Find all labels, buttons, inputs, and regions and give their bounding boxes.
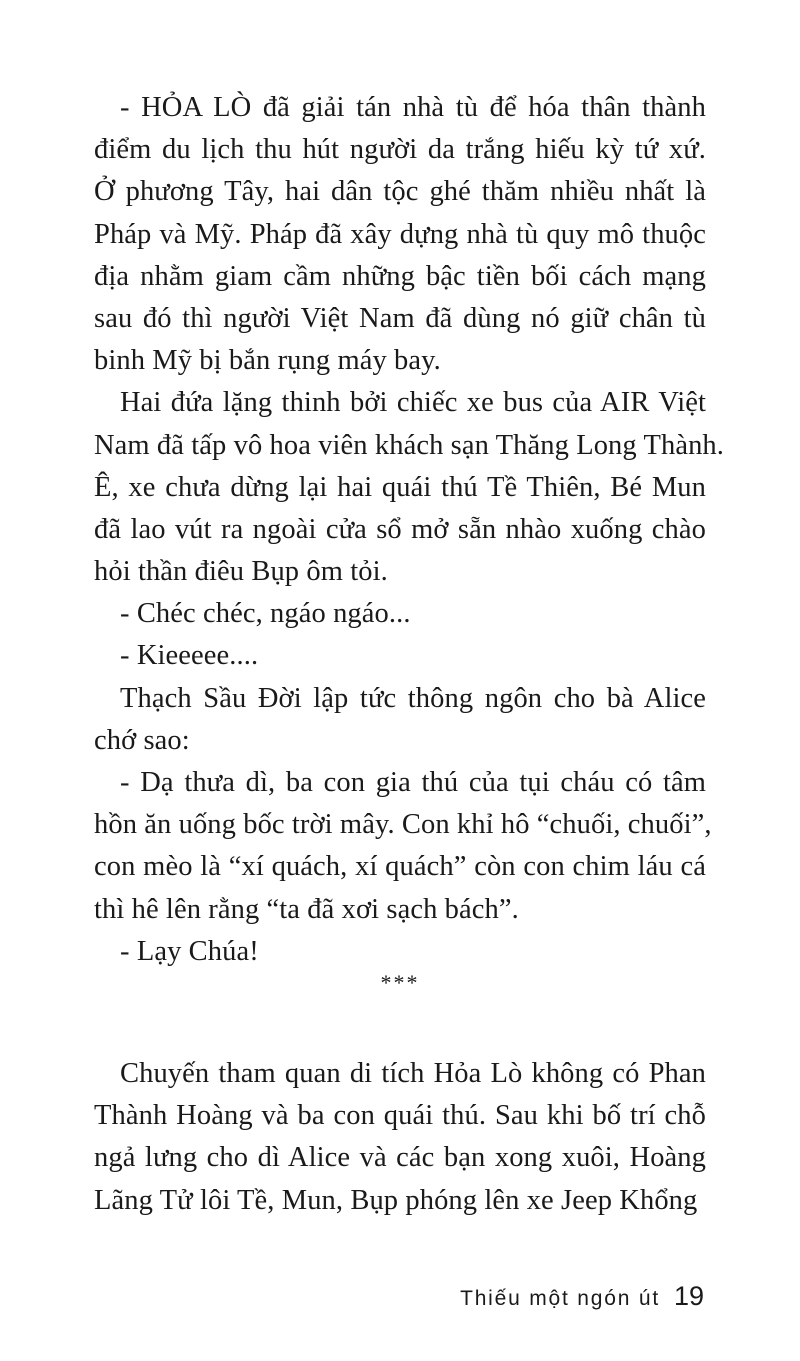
text-line: sau đó thì người Việt Nam đã dùng nó giữ chân tù [94,302,706,334]
paragraph [94,678,706,762]
paragraph [94,87,706,382]
text-line: binh Mỹ bị bắn rụng máy bay. [94,345,441,377]
body-text-bottom [94,1053,706,1222]
text-line: - HỎA LÒ đã giải tán nhà tù để hóa thân thành [120,92,706,123]
text-line: Thạch Sầu Đời lập tức thông ngôn cho bà Alice [120,682,706,714]
body-text-top [94,87,724,973]
paragraph [94,762,712,931]
text-line: Ê, xe chưa dừng lại hai quái thú Tề Thiên, Bé Mun [94,471,706,503]
page-number: 19 [673,1281,704,1311]
text-line: thì hê lên rằng “ta đã xơi sạch bách”. [94,893,519,925]
text-line: hồn ăn uống bốc trời mây. Con khỉ hô “chuối, chuối”, [94,809,712,841]
text-line: điểm du lịch thu hút người da trắng hiếu kỳ tứ xứ. [94,134,706,166]
text-line: Ở phương Tây, hai dân tộc ghé thăm nhiều nhất là [94,176,706,208]
text-line: ngả lưng cho dì Alice và các bạn xong xuôi, Hoàng [94,1142,706,1174]
text-line: Chuyến tham quan di tích Hỏa Lò không có Phan [120,1058,706,1089]
text-line: - Chéc chéc, ngáo ngáo... [120,598,411,630]
text-line: Nam đã tấp vô hoa viên khách sạn Thăng Long Thành. [94,429,724,461]
paragraph [94,635,706,677]
text-line: Pháp và Mỹ. Pháp đã xây dựng nhà tù quy mô thuộc [94,218,706,250]
text-line: Thành Hoàng và ba con quái thú. Sau khi bố trí chỗ [94,1100,706,1132]
text-line: chớ sao: [94,724,190,756]
text-line: Lãng Tử lôi Tề, Mun, Bụp phóng lên xe Jeep Khổng [94,1184,698,1216]
text-line: đã lao vút ra ngoài cửa sổ mở sẵn nhào xuống chào [94,513,706,545]
section-separator: *** [380,970,420,995]
running-title: Thiếu một ngón út [460,1287,660,1310]
text-line: Hai đứa lặng thinh bởi chiếc xe bus của AIR Việt [120,387,706,419]
text-line: con mèo là “xí quách, xí quách” còn con chim láu cá [94,851,706,883]
text-line: - Lạy Chúa! [120,935,259,967]
paragraph [94,382,724,593]
paragraph [94,931,706,973]
text-line: - Dạ thưa dì, ba con gia thú của tụi cháu có tâm [120,767,706,798]
text-line: - Kieeeee.... [120,640,259,672]
paragraph [94,593,706,635]
page-footer [460,1281,704,1312]
paragraph [94,1053,706,1222]
text-line: hỏi thần điêu Bụp ôm tỏi. [94,556,388,588]
text-line: địa nhằm giam cầm những bậc tiền bối cách mạng [94,260,706,292]
